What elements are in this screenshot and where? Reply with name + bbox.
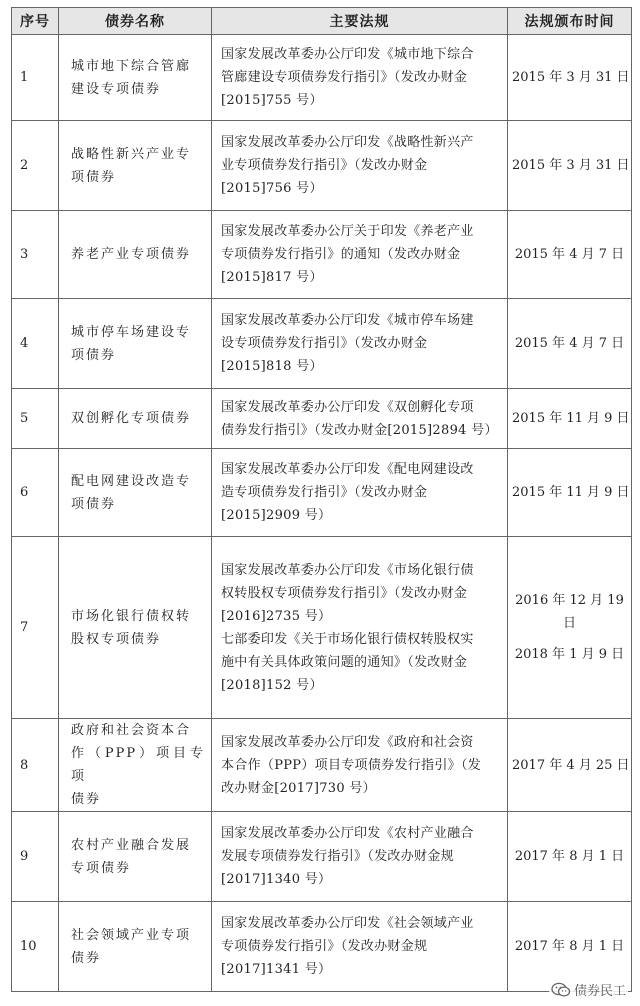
regulation-line: 国家发展改革委办公厅印发《市场化银行债 — [221, 562, 474, 578]
cell-bond-name — [59, 449, 212, 537]
table-row — [12, 812, 632, 902]
bond-name-line: 农村产业融合发展 — [71, 837, 192, 853]
regulation-line: 专项债券发行指引》（发改办财金规 — [221, 939, 428, 954]
issue-date-line: 2015 年 4 月 7 日 — [514, 336, 625, 351]
table-row — [12, 121, 632, 211]
bond-name-line: 项债券 — [71, 169, 117, 185]
cell-serial: 3 — [12, 211, 59, 299]
regulation-line: 发展专项债券发行指引》（发改办财金规 — [221, 849, 454, 864]
table-body — [12, 35, 632, 992]
cell-serial: 10 — [12, 902, 59, 992]
regulation-line: 专项债券发行指引》的通知（发改办财金 — [221, 247, 461, 262]
header-serial: 序号 — [12, 8, 59, 35]
bond-name-line: 债券 — [71, 792, 102, 807]
cell-issue-date — [508, 449, 632, 537]
table-row — [12, 719, 632, 812]
bond-name-line: 养老产业专项债券 — [71, 247, 192, 262]
issue-date-line: 2015 年 3 月 31 日 — [512, 158, 630, 173]
cell-regulation — [212, 719, 508, 812]
issue-date-line: 2015 年 4 月 7 日 — [514, 247, 625, 262]
cell-issue-date — [508, 902, 632, 992]
cell-bond-name — [59, 35, 212, 121]
issue-date-line: 日 — [562, 616, 576, 631]
bond-name-line: 项债券 — [71, 347, 117, 363]
regulation-line: 国家发展改革委办公厅印发《城市地下综合 — [221, 47, 474, 62]
cell-regulation — [212, 35, 508, 121]
table-row — [12, 211, 632, 299]
regulation-line: [2017]1341 号） — [221, 962, 332, 977]
cell-regulation — [212, 449, 508, 537]
cell-issue-date — [508, 121, 632, 211]
issue-date-line: 2015 年 11 月 9 日 — [512, 411, 630, 426]
bond-name-line: 政府和社会资本合 — [71, 723, 192, 738]
cell-issue-date — [508, 299, 632, 389]
regulation-line: [2015]818 号） — [221, 359, 323, 374]
issue-date-line: 2017 年 8 月 1 日 — [514, 939, 625, 954]
watermark — [549, 979, 628, 1000]
special-bonds-table — [11, 7, 632, 992]
cell-serial: 9 — [12, 812, 59, 902]
cell-serial: 4 — [12, 299, 59, 389]
table-row — [12, 389, 632, 449]
bond-name-line: 社会领域产业专项 — [71, 927, 192, 943]
bond-name-line: 战略性新兴产业专 — [71, 146, 192, 162]
bond-name-line: 专项债券 — [71, 860, 132, 876]
cell-regulation — [212, 537, 508, 719]
issue-date-line: 2015 年 11 月 9 日 — [512, 485, 630, 500]
bond-name-line: 城市地下综合管廊 — [71, 58, 192, 74]
cell-regulation — [212, 121, 508, 211]
regulation-line: [2017]1340 号） — [221, 872, 332, 887]
cell-serial: 2 — [12, 121, 59, 211]
regulation-line: [2018]152 号） — [221, 677, 323, 693]
regulation-line: [2015]817 号） — [221, 270, 323, 285]
table-row — [12, 449, 632, 537]
header-main-regulation: 主要法规 — [212, 8, 508, 35]
regulation-line: 国家发展改革委办公厅印发《政府和社会资 — [221, 734, 474, 750]
cell-regulation — [212, 389, 508, 449]
cell-bond-name — [59, 389, 212, 449]
table-row — [12, 299, 632, 389]
header-issue-date: 法规颁布时间 — [508, 8, 632, 35]
regulation-line: 国家发展改革委办公厅印发《战略性新兴产 — [221, 135, 474, 150]
table-row — [12, 902, 632, 992]
cell-serial: 8 — [12, 719, 59, 812]
issue-date-line: 2018 年 1 月 9 日 — [514, 647, 625, 662]
bond-name-line: 建设专项债券 — [71, 81, 162, 97]
regulation-line: 国家发展改革委办公厅印发《城市停车场建 — [221, 313, 474, 328]
header-bond-name: 债券名称 — [59, 8, 212, 35]
regulation-line: 造专项债券发行指引》（发改办财金 — [221, 485, 428, 500]
regulation-line: [2015]755 号） — [221, 93, 323, 108]
cell-issue-date — [508, 812, 632, 902]
wechat-icon — [551, 982, 571, 998]
bond-name-line: 双创孵化专项债券 — [71, 411, 192, 426]
regulation-line: [2015]756 号） — [221, 181, 323, 196]
regulation-line: 权转股权专项债券发行指引》（发改办财金 — [221, 585, 468, 601]
regulation-line: 国家发展改革委办公厅印发《农村产业融合 — [221, 826, 474, 841]
cell-issue-date — [508, 211, 632, 299]
cell-serial: 7 — [12, 537, 59, 719]
bond-name-line: 项债券 — [71, 496, 117, 512]
regulation-line: [2015]2909 号） — [221, 508, 332, 523]
cell-serial: 6 — [12, 449, 59, 537]
regulation-line: 国家发展改革委办公厅印发《配电网建设改 — [221, 462, 474, 477]
regulation-line: 管廊建设专项债券发行指引》（发改办财金 — [221, 70, 468, 85]
regulation-line: 设专项债券发行指引》（发改办财金 — [221, 336, 428, 351]
table-row — [12, 35, 632, 121]
regulation-line: 七部委印发《关于市场化银行债权转股权实 — [221, 631, 474, 647]
issue-date-line: 2017 年 4 月 25 日 — [512, 757, 630, 773]
cell-bond-name — [59, 902, 212, 992]
issue-date-line: 2017 年 8 月 1 日 — [514, 849, 625, 864]
cell-serial: 5 — [12, 389, 59, 449]
cell-regulation — [212, 211, 508, 299]
bond-name-line: 作（PPP）项目专项 — [71, 746, 205, 784]
issue-date-line: 2016 年 12 月 19 — [515, 593, 624, 608]
regulation-line: [2016]2735 号） — [221, 608, 332, 624]
cell-bond-name — [59, 299, 212, 389]
watermark-text: 债券民工 — [573, 984, 626, 999]
regulation-line: 业专项债券发行指引》（发改办财金 — [221, 158, 428, 173]
cell-bond-name — [59, 211, 212, 299]
issue-date-line: 2015 年 3 月 31 日 — [512, 70, 630, 85]
table-row — [12, 537, 632, 719]
cell-bond-name — [59, 121, 212, 211]
bond-name-line: 股权专项债券 — [71, 631, 162, 647]
cell-serial: 1 — [12, 35, 59, 121]
regulation-line: 国家发展改革委办公厅印发《社会领域产业 — [221, 916, 474, 931]
cell-regulation — [212, 902, 508, 992]
bond-name-line: 债券 — [71, 950, 102, 966]
regulation-line: 本合作（PPP）项目专项债券发行指引》（发 — [221, 757, 482, 773]
regulation-line: 国家发展改革委办公厅印发《双创孵化专项 — [221, 399, 474, 415]
cell-regulation — [212, 299, 508, 389]
bond-name-line: 配电网建设改造专 — [71, 473, 192, 489]
cell-issue-date — [508, 35, 632, 121]
cell-bond-name — [59, 537, 212, 719]
cell-issue-date — [508, 389, 632, 449]
cell-issue-date — [508, 537, 632, 719]
regulation-line: 国家发展改革委办公厅关于印发《养老产业 — [221, 224, 474, 239]
regulation-line: 债券发行指引》（发改办财金[2015]2894 号） — [221, 422, 498, 438]
bond-name-line: 城市停车场建设专 — [71, 324, 192, 340]
cell-bond-name — [59, 719, 212, 812]
regulation-line: 施中有关具体政策问题的通知》（发改财金 — [221, 654, 468, 670]
cell-bond-name — [59, 812, 212, 902]
bond-name-line: 市场化银行债权转 — [71, 608, 192, 624]
table-header-row — [12, 8, 632, 35]
regulation-line: 改办财金[2017]730 号） — [221, 780, 376, 796]
cell-issue-date — [508, 719, 632, 812]
cell-regulation — [212, 812, 508, 902]
